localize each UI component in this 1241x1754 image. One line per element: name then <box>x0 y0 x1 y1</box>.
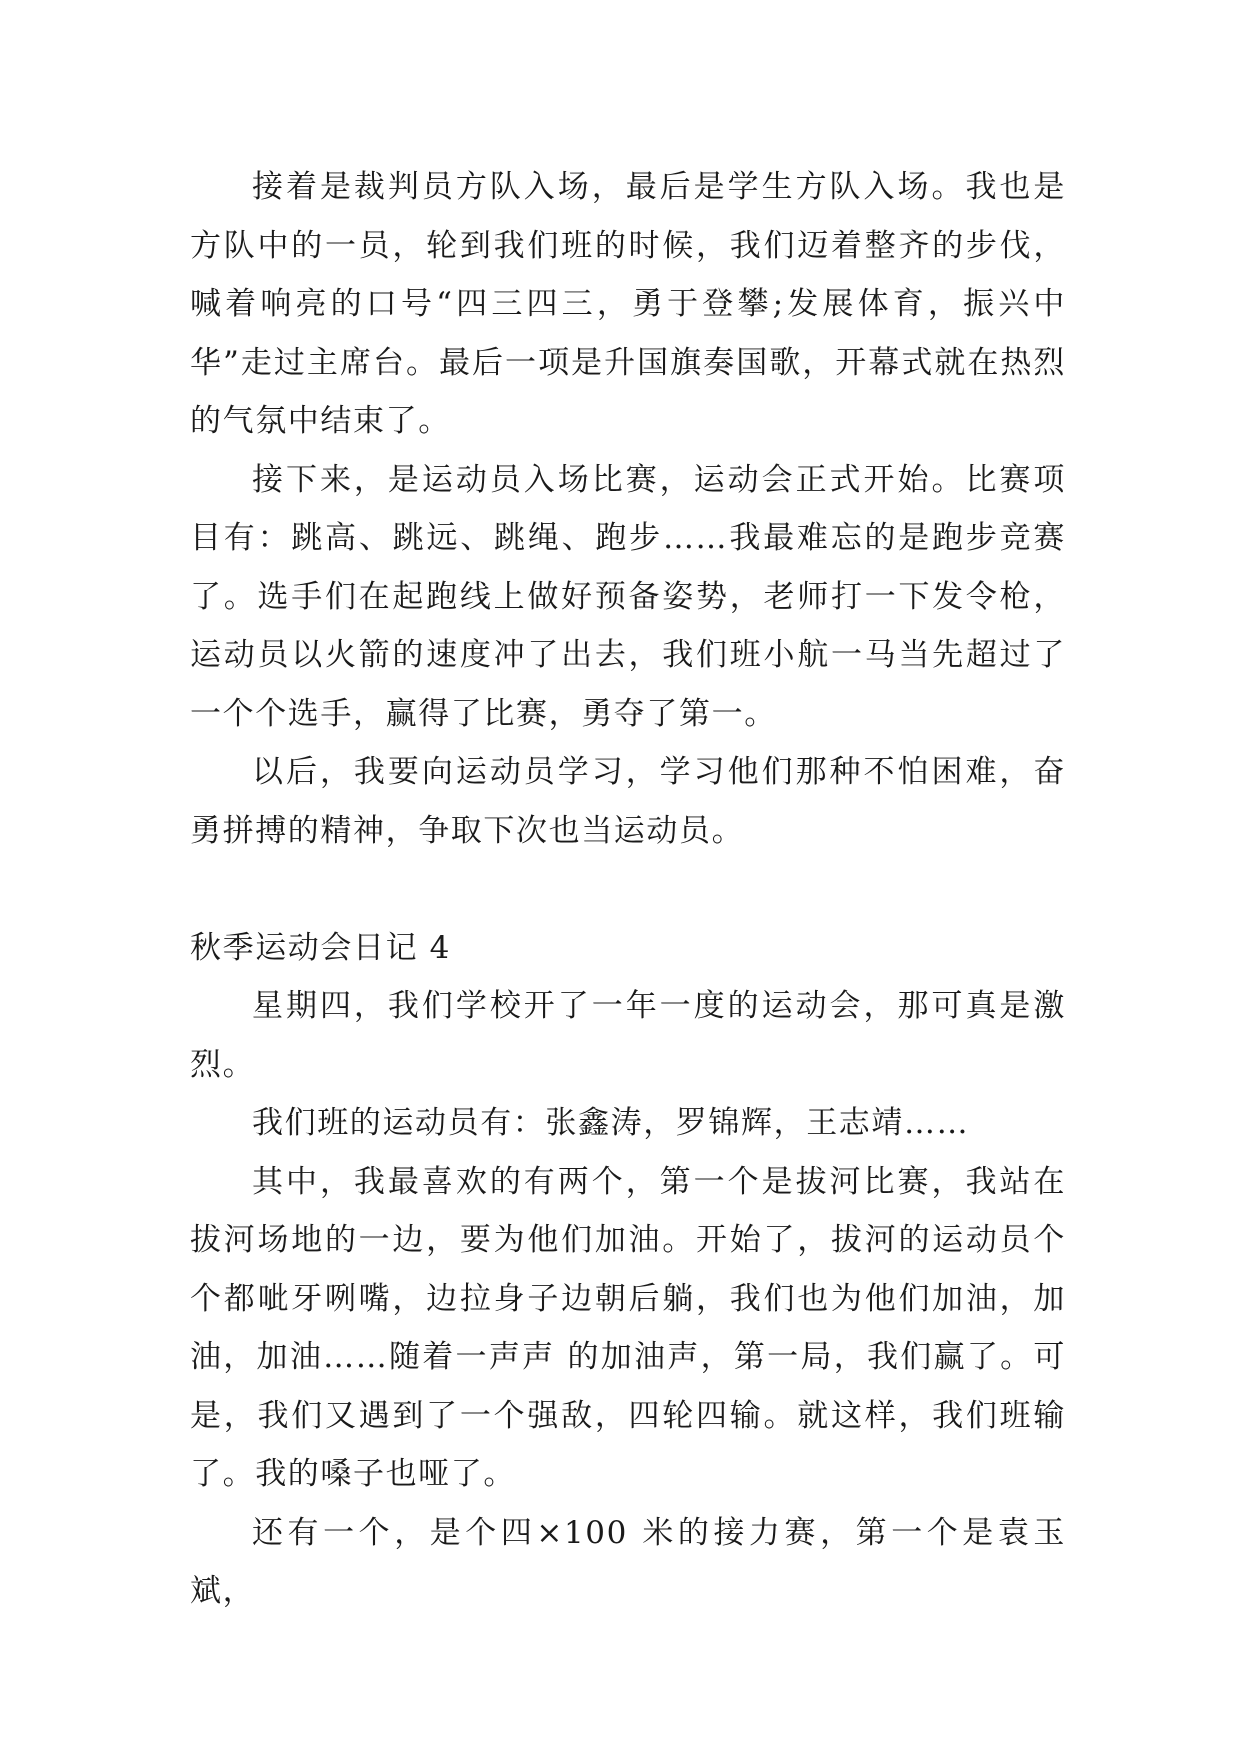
paragraph-opening-ceremony: 接着是裁判员方队入场，最后是学生方队入场。我也是方队中的一员，轮到我们班的时候，我们迈着整齐的步伐，喊着响亮的口号“四三四三，勇于登攀;发展体育，振兴中华”走过主席台。最后一项是升国旗奏国歌，开幕式就在热烈的气氛中结束了。 <box>190 169 1066 439</box>
paragraph-competition: 接下来，是运动员入场比赛，运动会正式开始。比赛项目有：跳高、跳远、跳绳、跑步……我最难忘的是跑步竞赛了。选手们在起跑线上做好预备姿势，老师打一下发令枪，运动员以火箭的速度冲了出去，我们班小航一马当先超过了一个个选手，赢得了比赛，勇夺了第一。 <box>190 461 1066 732</box>
paragraph-relay: 还有一个，是个四×100 米的接力赛，第一个是袁玉斌， <box>190 1514 1066 1609</box>
paragraph-athletes: 我们班的运动员有：张鑫涛，罗锦辉，王志靖…… <box>252 1105 970 1141</box>
document-body <box>190 158 1066 1621</box>
section-title: 秋季运动会日记 4 <box>190 929 451 966</box>
paragraph-conclusion: 以后，我要向运动员学习，学习他们那种不怕困难，奋勇拼搏的精神，争取下次也当运动员。 <box>190 754 1066 849</box>
paragraph-thursday: 星期四，我们学校开了一年一度的运动会，那可真是激烈。 <box>190 988 1066 1083</box>
paragraph-tug-of-war: 其中，我最喜欢的有两个，第一个是拔河比赛，我站在拔河场地的一边，要为他们加油。开始了，拔河的运动员个个都呲牙咧嘴，边拉身子边朝后躺，我们也为他们加油，加油，加油……随着一声声 的加油声，第一局，我们赢了。可是，我们又遇到了一个强敌，四轮四输。就这样，我们班输了。我的嗓子也哑了。 <box>190 1163 1066 1492</box>
section-spacer <box>190 860 1066 919</box>
